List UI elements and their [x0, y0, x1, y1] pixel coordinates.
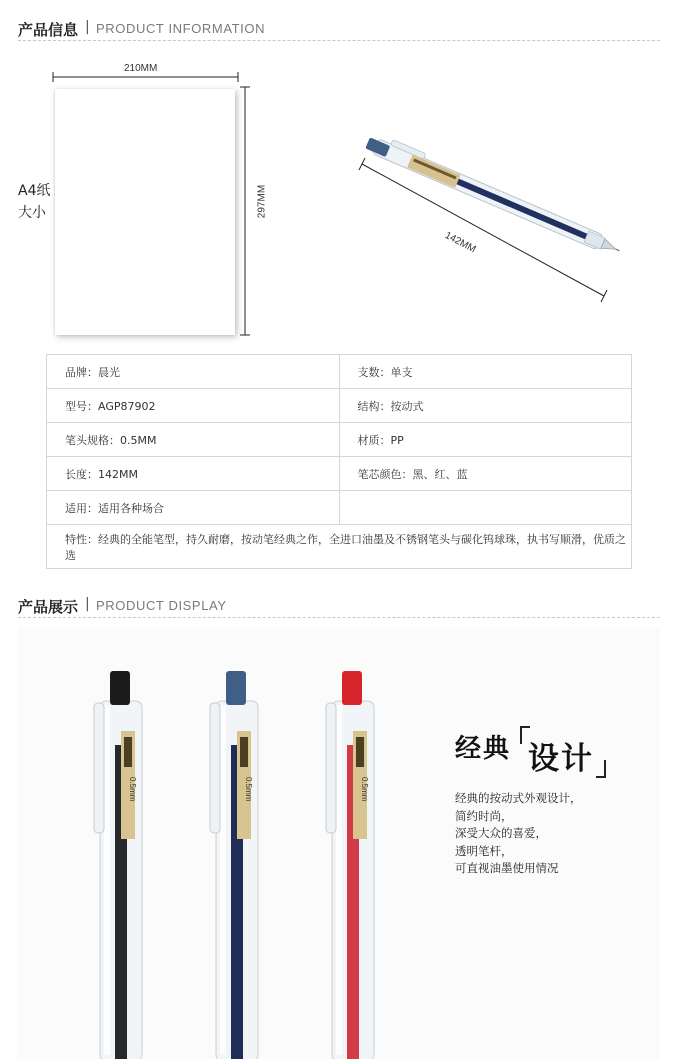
- spec-brand: 品牌：晨光: [47, 355, 340, 389]
- table-row: [47, 491, 632, 525]
- paper-height-label: 297MM: [256, 184, 268, 219]
- desc-line: 深受大众的喜爱，: [455, 826, 547, 840]
- spec-material: 材质：PP: [339, 423, 631, 457]
- pen-label-text: 0.5mm: [128, 777, 137, 802]
- title-bracket-right: [596, 760, 606, 778]
- product-display-header: [18, 596, 660, 618]
- spec-ink-colors: 笔芯颜色：黑、红、蓝: [339, 457, 631, 491]
- spec-model: 型号：AGP87902: [47, 389, 340, 423]
- pen-size-illustration: [340, 120, 640, 320]
- section-title-cn: 产品信息: [18, 21, 79, 39]
- section-title-cn: 产品展示: [18, 598, 79, 616]
- showcase-title-classic: 经典: [455, 734, 512, 764]
- showcase-title-design: 设计: [528, 741, 594, 777]
- desc-line: 可直视油墨使用情况: [455, 861, 559, 875]
- table-row: [47, 457, 632, 491]
- spec-feature: 特性：经典的全能笔型，持久耐磨，按动笔经典之作，全进口油墨及不锈钢笔头与碳化钨球珠，执书写顺滑，优质之选: [47, 525, 632, 569]
- paper-width-label: 210MM: [124, 63, 158, 74]
- black-pen: [94, 671, 142, 1059]
- section-title-en: PRODUCT DISPLAY: [96, 598, 227, 613]
- showcase-description: [455, 790, 582, 878]
- desc-line: 经典的按动式外观设计，: [455, 791, 582, 805]
- spec-usage: 适用：适用各种场合: [47, 491, 340, 525]
- spec-table: [46, 354, 632, 569]
- spec-count: 支数：单支: [339, 355, 631, 389]
- a4-label-line-2: 大小: [18, 205, 46, 221]
- spec-tip-size: 笔头规格：0.5MM: [47, 423, 340, 457]
- spec-empty-cell: [339, 491, 631, 525]
- red-pen: [326, 671, 374, 1059]
- table-row: [47, 525, 632, 569]
- pen-label-text: 0.5mm: [360, 777, 369, 802]
- spec-structure: 结构：按动式: [339, 389, 631, 423]
- section-title-en: PRODUCT INFORMATION: [96, 21, 266, 36]
- table-row: [47, 389, 632, 423]
- spec-length: 长度：142MM: [47, 457, 340, 491]
- table-row: [47, 355, 632, 389]
- table-row: [47, 423, 632, 457]
- title-separator: |: [85, 19, 90, 35]
- pen-length-label: 142MM: [442, 230, 478, 256]
- blue-pen: [210, 671, 258, 1059]
- desc-line: 透明笔杆，: [455, 843, 513, 858]
- pen-label-text: 0.5mm: [244, 777, 253, 802]
- desc-line: 简约时尚，: [455, 808, 513, 823]
- a4-label-line-1: A4纸: [18, 183, 51, 199]
- title-separator: |: [85, 596, 90, 612]
